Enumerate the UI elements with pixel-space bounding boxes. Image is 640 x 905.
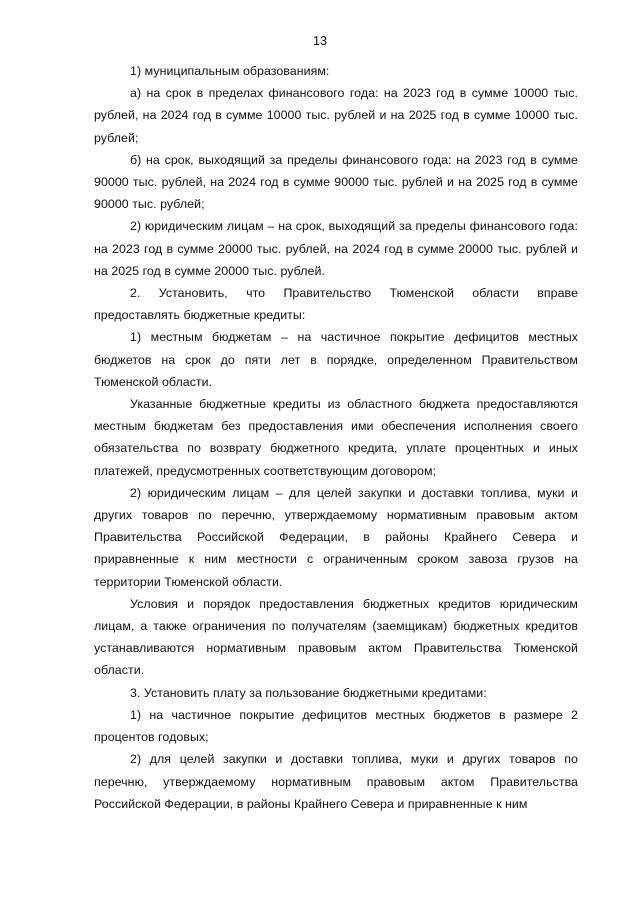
paragraph-2-legal-entities: 2) юридическим лицам – на срок, выходящий за пределы финансового года: на 2023 год в сумме 20000 тыс. рублей, на 2024 год в сумме 20000 тыс. рублей и на 2025 год в сумме 20000 тыс. рублей. [94,219,578,278]
paragraph-conditions: Условия и порядок предоставления бюджетных кредитов юридическим лицам, а также ограничения по получателям (заемщикам) бюджетных кредитов устанавливаются нормативным правовым актом Правительства Тюменской области. [94,596,578,678]
paragraph-1a-within-year: а) на срок в пределах финансового года: на 2023 год в сумме 10000 тыс. рублей, на 2024 год в сумме 10000 тыс. рублей и на 2025 год в сумме 10000 тыс. рублей; [94,86,578,145]
document-body [94,60,578,815]
paragraph-3-2-procurement: 2) для целей закупки и доставки топлива, муки и других товаров по перечню, утверждаемому нормативным правовым актом Правительства Российской Федерации, в районы Крайнего Севера и приравненные к ним [94,752,578,811]
paragraph-section-2: 2. Установить, что Правительство Тюменской области вправе предоставлять бюджетные кредиты: [94,286,578,323]
paragraph-1b-beyond-year: б) на срок, выходящий за пределы финансового года: на 2023 год в сумме 90000 тыс. рублей, на 2024 год в сумме 90000 тыс. рублей и на 2025 год в сумме 90000 тыс. рублей; [94,152,578,212]
paragraph-2-1-local-budgets: 1) местным бюджетам – на частичное покрытие дефицитов местных бюджетов на срок до пяти лет в порядке, определенном Правительством Тюменской области. [94,330,578,389]
paragraph-credits-terms: Указанные бюджетные кредиты из областного бюджета предоставляются местным бюджетам без предоставления ими обеспечения исполнения своего обязательства по возврату бюджетного кредита, уплате процентных и иных платежей, предусмотренных соответствующим договором; [94,397,578,478]
paragraph-section-3: 3. Установить плату за пользование бюджетными кредитами: [130,685,487,700]
paragraph-2-2-fuel-procurement: 2) юридическим лицам – для целей закупки и доставки топлива, муки и других товаров по перечню, утверждаемому нормативным правовым актом Правительства Российской Федерации, в районы Крайнего Севера и приравненные к ним местности с ограниченным сроком завоза грузов на территории Тюменской области. [94,485,578,589]
page-number: 13 [313,34,327,48]
paragraph-1-municipal: 1) муниципальным образованиям: [130,64,330,78]
paragraph-3-1-rate: 1) на частичное покрытие дефицитов местных бюджетов в размере 2 процентов годовых; [94,707,578,745]
